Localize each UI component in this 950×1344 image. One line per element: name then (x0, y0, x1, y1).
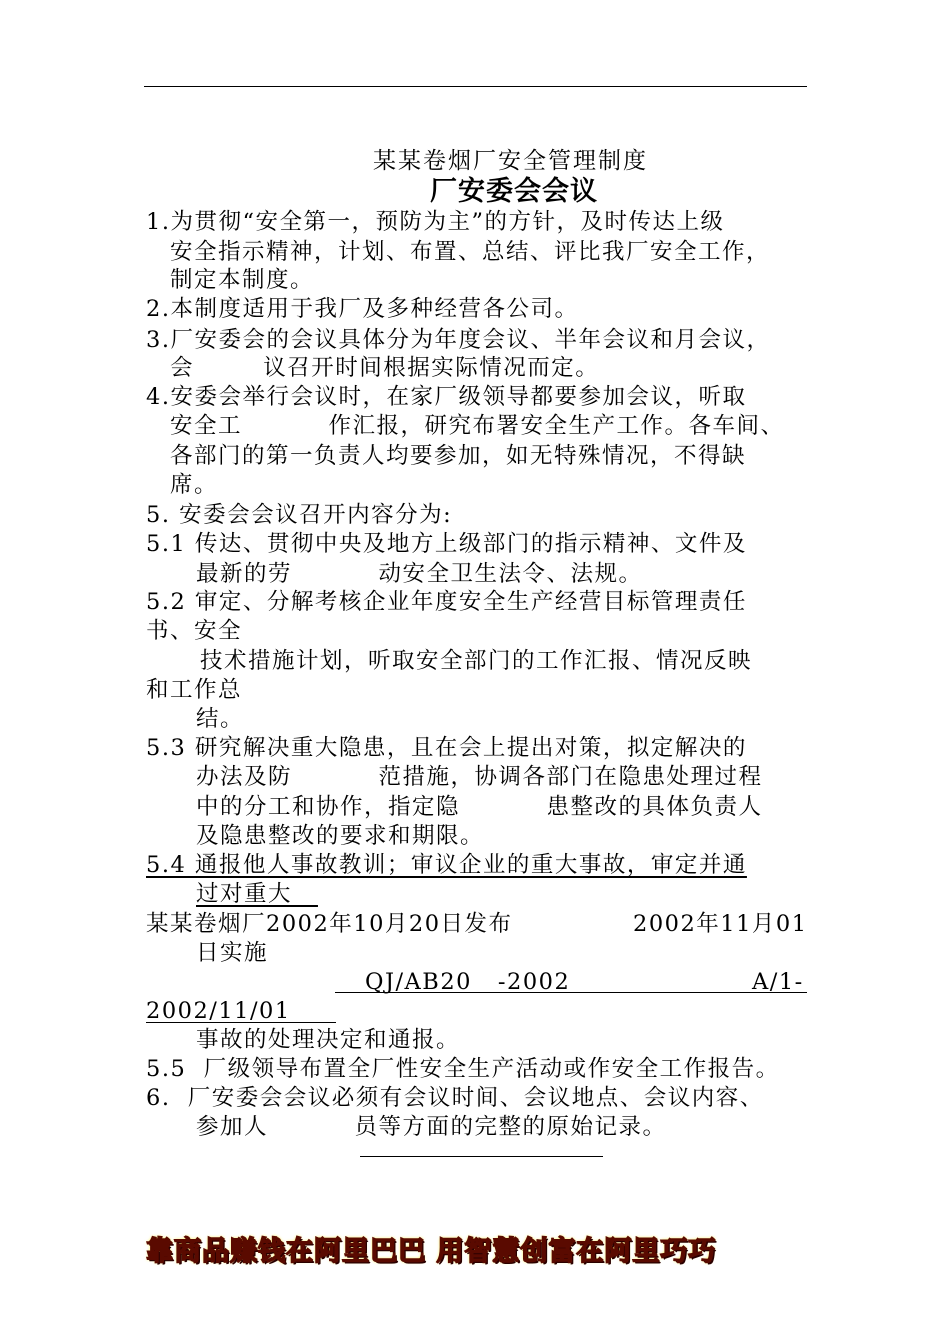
version-label: A/1- (752, 969, 804, 995)
body-line: 结。 (196, 706, 245, 732)
body-line: 3.厂安委会的会议具体分为年度会议、半年会议和月会议， (146, 327, 771, 353)
body-line: 事故的处理决定和通报。 (196, 1027, 461, 1053)
section-heading: 厂安委会会议 (430, 176, 598, 207)
body-line: 中的分工和协作，指定隐 患整改的具体负责人 (196, 794, 763, 820)
body-line: 安全指示精神，计划、布置、总结、评比我厂安全工作， (170, 239, 771, 265)
document-title: 某某卷烟厂安全管理制度 (373, 148, 648, 174)
body-line: 参加人 员等方面的完整的原始记录。 (196, 1114, 667, 1140)
header-rule (144, 86, 807, 87)
version-date: 2002/11/01 (146, 998, 291, 1024)
body-line: 6. 厂安委会会议必须有会议时间、会议地点、会议内容、 (146, 1085, 764, 1111)
body-line: 5. 安委会会议召开内容分为: (146, 502, 453, 528)
issue-date: 某某卷烟厂2002年10月20日发布 (146, 911, 513, 937)
end-rule (360, 1156, 603, 1157)
footer-rule (335, 992, 807, 993)
body-line: 办法及防 范措施，协调各部门在隐患处理过程 (196, 764, 763, 790)
body-line: 最新的劳 动安全卫生法令、法规。 (196, 561, 643, 587)
body-line: 席。 (170, 472, 219, 498)
body-line: 5.3 研究解决重大隐患，且在会上提出对策，拟定解决的 (146, 735, 747, 761)
body-line: 5.5 厂级领导布置全厂性安全生产活动或作安全工作报告。 (146, 1056, 780, 1082)
body-line: 各部门的第一负责人均要参加，如无特殊情况，不得缺 (170, 443, 747, 469)
effective-date: 2002年11月01 (633, 911, 808, 937)
body-line: 5.1 传达、贯彻中央及地方上级部门的指示精神、文件及 (146, 531, 747, 557)
body-line: 5.2 审定、分解考核企业年度安全生产经营目标管理责任 (146, 589, 747, 615)
body-line: 制定本制度。 (170, 267, 315, 293)
body-line: 4.安委会举行会议时，在家厂级领导都要参加会议，听取 (146, 384, 747, 410)
footer-rule-short (146, 1022, 336, 1023)
document-code: QJ/AB20 -2002 (365, 969, 571, 995)
body-line: 安全工 作汇报，研究布署安全生产工作。各车间、 (170, 413, 785, 439)
body-line: 和工作总 (146, 677, 243, 703)
effective-date-cont: 日实施 (196, 940, 269, 966)
body-line: 会 议召开时间根据实际情况而定。 (170, 355, 600, 381)
body-line: 2.本制度适用于我厂及多种经营各公司。 (146, 296, 579, 322)
body-line: 5.4 通报他人事故教训；审议企业的重大事故，审定并通 (146, 852, 747, 878)
body-line: 技术措施计划，听取安全部门的工作汇报、情况反映 (200, 648, 753, 674)
body-line: 过对重大 (196, 881, 318, 907)
body-line: 书、安全 (146, 618, 243, 644)
body-line: 及隐患整改的要求和期限。 (196, 823, 485, 849)
ad-banner[interactable]: 靠商品赚钱在阿里巴巴 用智慧创富在阿里巧巧 (146, 1236, 717, 1267)
body-line: 1.为贯彻“安全第一，预防为主”的方针，及时传达上级 (146, 209, 725, 235)
